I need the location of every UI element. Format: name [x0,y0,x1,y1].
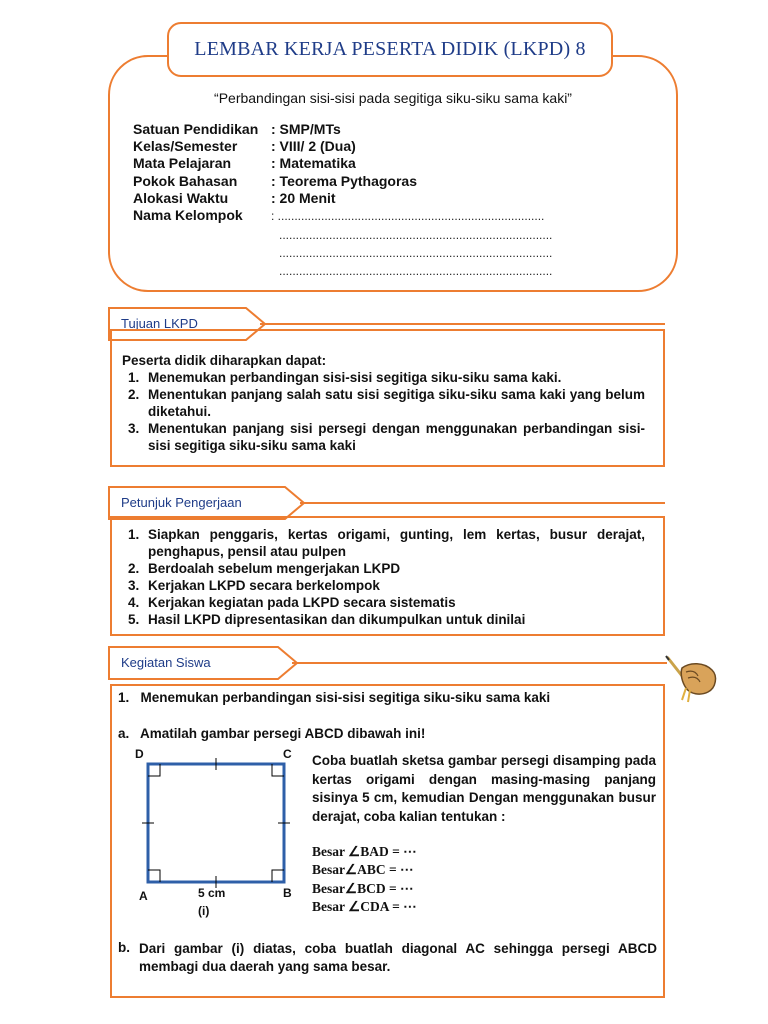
angle-cda: Besar ∠CDA = ⋯ [312,898,417,914]
petunjuk-box [110,516,665,636]
right-angle-b [272,870,284,882]
page-title: LEMBAR KERJA PESERTA DIDIK (LKPD) 8 [194,38,586,60]
tab-kegiatan [108,646,300,680]
angle-bad: Besar ∠BAD = ⋯ [312,844,417,859]
vertex-d: D [135,747,144,761]
name-line[interactable]: .................................................................................. [279,264,553,278]
info-row-alokasi [133,190,336,208]
info-label: Mata Pelajaran [133,155,232,171]
side-label: 5 cm [198,886,226,900]
vertex-a: A [139,889,148,903]
tab-line [300,502,665,504]
tujuan-intro: Peserta didik diharapkan dapat: [122,353,327,368]
angle-list [312,843,417,916]
angle-bcd: Besar∠BCD = ⋯ [312,880,414,896]
title-box [167,22,613,77]
right-angle-d [148,764,160,776]
list-item: 1. Siapkan penggaris, kertas origami, gunting, lem kertas, busur derajat, penghapus, pensil atau pulpen [128,527,645,559]
right-angle-a [148,870,160,882]
figure-caption: (i) [198,904,210,918]
info-value: : ................................................................................ [271,209,545,223]
info-value: : 20 Menit [271,190,336,206]
tab-label: Kegiatan Siswa [121,655,211,670]
info-value: : SMP/MTs [271,121,341,137]
list-item: 4. Kerjakan kegiatan pada LKPD secara sistematis [128,595,456,610]
writing-hand-icon [660,648,720,703]
right-angle-c [272,764,284,776]
part-b-text: Dari gambar (i) diatas, coba buatlah diagonal AC sehingga persegi ABCD membagi dua daerah yang sama besar. [139,941,657,974]
info-value: : Matematika [271,155,356,171]
info-label: Kelas/Semester [133,138,238,154]
tab-petunjuk [108,486,308,520]
tab-line [292,662,667,664]
tab-line [260,323,665,325]
list-item: 3. Kerjakan LKPD secara berkelompok [128,578,380,593]
square-abcd [148,764,284,882]
info-label: Pokok Bahasan [133,173,238,189]
vertex-b: B [283,886,292,900]
info-row-satuan [133,121,341,139]
part-b-label: b. [118,940,130,955]
subtitle: “Perbandingan sisi-sisi pada segitiga siku-siku sama kaki” [214,90,572,106]
tujuan-list [122,369,645,454]
name-line[interactable]: .................................................................................. [279,228,553,242]
tab-label: Petunjuk Pengerjaan [121,495,242,510]
info-row-pokok [133,173,417,191]
info-label: Satuan Pendidikan [133,121,259,137]
angle-abc: Besar∠ABC = ⋯ [312,862,414,878]
info-label: Alokasi Waktu [133,190,229,206]
list-item: 2. Berdoalah sebelum mengerjakan LKPD [128,561,401,576]
list-item: 1. Menemukan perbandingan sisi-sisi segitiga siku-siku sama kaki. [128,370,562,385]
info-value: : VIII/ 2 (Dua) [271,138,356,154]
kegiatan-box [110,684,665,998]
name-line[interactable]: .................................................................................. [279,246,553,260]
tujuan-box [110,329,665,467]
info-row-kelas [133,138,356,156]
info-row-mapel [133,155,356,173]
info-row-kelompok [133,207,544,225]
vertex-c: C [283,747,292,761]
list-item: 3. Menentukan panjang sisi persegi dengan menggunakan perbandingan sisi-sisi segitiga siku-siku sama kaki [128,421,645,453]
part-a-label: a. Amatilah gambar persegi ABCD dibawah ini! [118,726,426,741]
petunjuk-list [122,526,645,628]
info-label: Nama Kelompok [133,207,243,223]
list-item: 5. Hasil LKPD dipresentasikan dan dikumpulkan untuk dinilai [128,612,526,627]
kegiatan-heading: 1. Menemukan perbandingan sisi-sisi segitiga siku-siku sama kaki [118,690,551,705]
info-value: : Teorema Pythagoras [271,173,418,189]
tab-label: Tujuan LKPD [121,316,198,331]
list-item: 2. Menentukan panjang salah satu sisi segitiga siku-siku sama kaki yang belum diketahui. [128,387,645,419]
instruction-text: Coba buatlah sketsa gambar persegi disamping pada kertas origami dengan masing-masing panjang sisinya 5 cm, kemudian Dengan menggunakan busur derajat, coba kalian tentukan : [312,753,656,824]
